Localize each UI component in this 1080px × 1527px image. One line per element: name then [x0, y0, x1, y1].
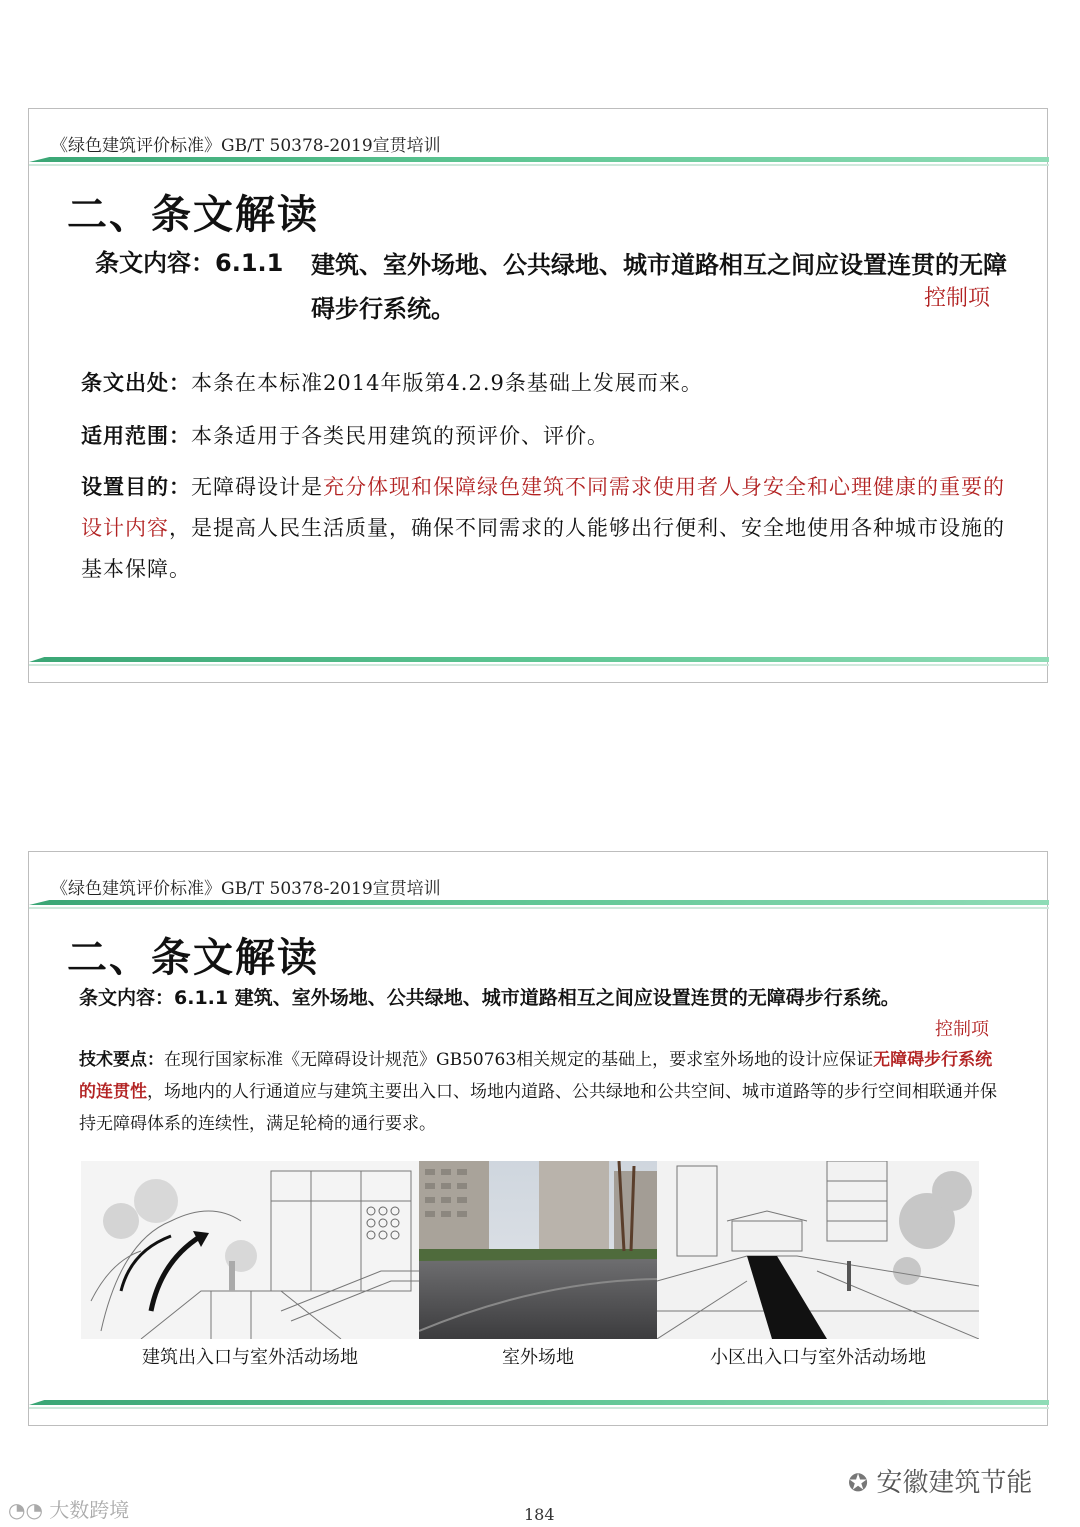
purpose-text-highlight: 充分体现和保障绿色建筑不同需求使用者人身安全和心理健康的重要的设计内容 [81, 475, 1005, 540]
slide-2 [28, 851, 1048, 1426]
footer-bar [29, 657, 1049, 662]
watermark-left-text: 大数跨境 [49, 1498, 130, 1522]
scope-paragraph [81, 416, 609, 457]
footer-bar-shadow [29, 1407, 1049, 1409]
clause-label: 条文内容：6.1.1 [95, 249, 284, 277]
outdoor-site-photo-icon [419, 1161, 657, 1339]
slide-header: 《绿色建筑评价标准》GB/T 50378-2019宣贯培训 [51, 879, 441, 899]
slide-title: 二、条文解读 [67, 192, 319, 238]
purpose-text-2: ，是提高人民生活质量，确保不同需求的人能够出行便利、安全地使用各种城市设施的基本保障。 [81, 516, 1005, 581]
header-bar-shadow [29, 164, 1049, 166]
scope-text: 本条适用于各类民用建筑的预评价、评价。 [191, 424, 609, 448]
building-entrance-sketch-icon [81, 1161, 419, 1339]
source-text: 本条在本标准2014年版第4.2.9条基础上发展而来。 [191, 371, 703, 395]
scope-label: 适用范围： [81, 424, 191, 448]
wechat-icon: ✪ [848, 1469, 869, 1497]
footer-bar [29, 1400, 1049, 1405]
control-item-tag: 控制项 [924, 286, 991, 311]
caption-outdoor-site: 室外场地 [502, 1347, 574, 1368]
control-item-tag: 控制项 [935, 1019, 989, 1040]
clause-text: 建筑、室外场地、公共绿地、城市道路相互之间应设置连贯的无障碍步行系统。 [311, 251, 1007, 323]
tech-text-2: ，场地内的人行通道应与建筑主要出入口、场地内道路、公共绿地和公共空间、城市道路等的步行空间相联通并保持无障碍体系的连续性，满足轮椅的通行要求。 [79, 1082, 997, 1134]
watermark-left [8, 1494, 129, 1523]
slide-title: 二、条文解读 [67, 935, 319, 981]
logo-icon: ◔◔ [8, 1498, 43, 1522]
header-bar-shadow [29, 907, 1049, 909]
purpose-text-1: 无障碍设计是 [191, 475, 323, 499]
header-bar [29, 157, 1049, 162]
source-label: 条文出处： [81, 371, 191, 395]
tech-text-highlight: 无障碍步行系统的连贯性 [79, 1050, 993, 1102]
purpose-paragraph [81, 467, 1021, 590]
tech-points-paragraph [79, 1044, 1009, 1140]
photo-outdoor-site [419, 1161, 657, 1339]
photo-community-entrance [657, 1161, 979, 1339]
page-number: 184 [524, 1505, 555, 1524]
community-entrance-sketch-icon [657, 1161, 979, 1339]
watermark-right [848, 1462, 1032, 1499]
tech-label: 技术要点： [79, 1050, 164, 1070]
photo-building-entrance [81, 1161, 419, 1339]
slide-header: 《绿色建筑评价标准》GB/T 50378-2019宣贯培训 [51, 136, 441, 156]
caption-community-entrance: 小区出入口与室外活动场地 [710, 1347, 926, 1368]
header-bar [29, 900, 1049, 905]
caption-building-entrance: 建筑出入口与室外活动场地 [142, 1347, 358, 1368]
tech-text-1: 在现行国家标准《无障碍设计规范》GB50763相关规定的基础上，要求室外场地的设计应保证 [164, 1050, 874, 1070]
clause-line: 条文内容：6.1.1 建筑、室外场地、公共绿地、城市道路相互之间应设置连贯的无障碍步行系统。 [79, 987, 900, 1009]
purpose-label: 设置目的： [81, 475, 191, 499]
footer-bar-shadow [29, 664, 1049, 666]
source-paragraph [81, 363, 703, 404]
slide-1 [28, 108, 1048, 683]
watermark-right-text: 安徽建筑节能 [876, 1468, 1033, 1498]
